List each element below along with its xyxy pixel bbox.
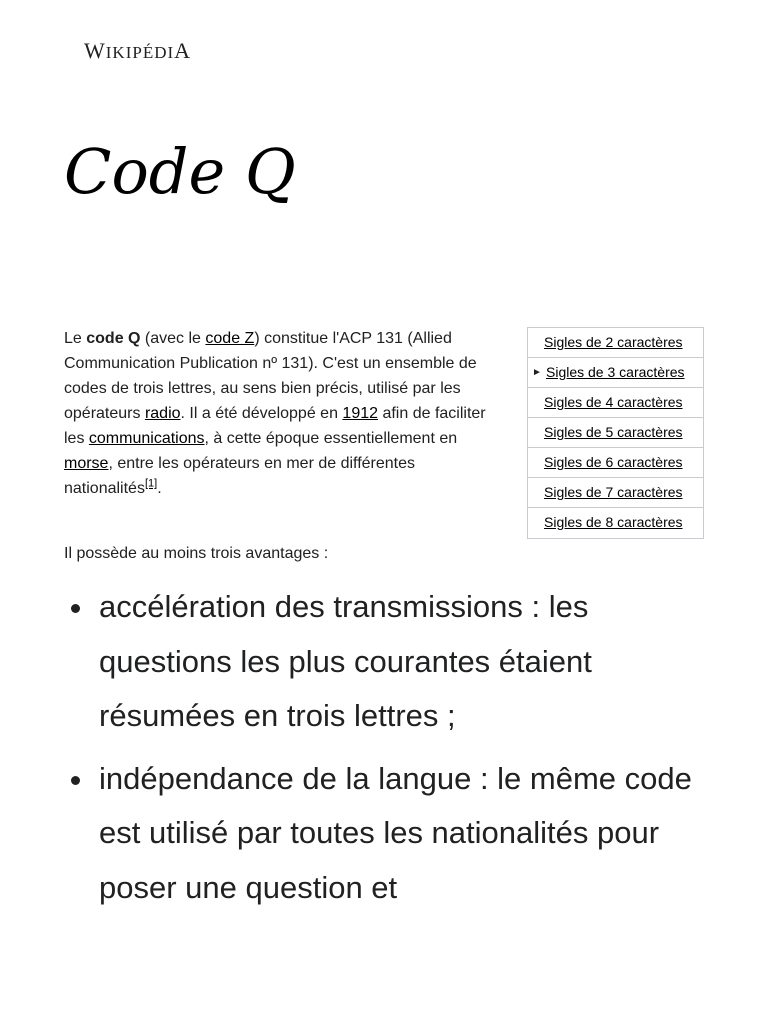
list-item bbox=[64, 580, 714, 744]
intro-text: ) constitue l'ACP 131 (Allied Communication Publication nº 131). C'est un ensemble de codes de trois lettres, au sens bien précis, utilisé par les opérateurs bbox=[64, 330, 477, 422]
intro-paragraph bbox=[64, 326, 494, 501]
link-morse[interactable]: morse bbox=[64, 455, 109, 472]
wikipedia-wordmark[interactable] bbox=[84, 38, 191, 64]
intro-text: afin de faciliter les bbox=[64, 405, 486, 447]
intro-text: , à cette époque essentiellement en bbox=[204, 430, 458, 447]
intro-text: . Il a été développé en bbox=[180, 405, 343, 422]
nav-item bbox=[528, 328, 703, 358]
nav-link-6-chars[interactable]: Sigles de 6 caractères bbox=[544, 454, 683, 470]
nav-link-8-chars[interactable]: Sigles de 8 caractères bbox=[544, 514, 683, 530]
nav-item bbox=[528, 388, 703, 418]
reference-link[interactable]: [1] bbox=[144, 477, 158, 490]
advantages-list bbox=[64, 580, 714, 923]
advantages-intro: Il possède au moins trois avantages : bbox=[64, 545, 329, 562]
nav-link-7-chars[interactable]: Sigles de 7 caractères bbox=[544, 484, 683, 500]
intro-text: (avec le bbox=[140, 330, 206, 347]
page-title: Code Q bbox=[64, 135, 296, 208]
nav-item bbox=[528, 478, 703, 508]
intro-text: Le bbox=[64, 330, 87, 347]
link-communications[interactable]: communications bbox=[88, 430, 205, 447]
link-code-z[interactable]: code Z bbox=[205, 330, 255, 347]
nav-link-4-chars[interactable]: Sigles de 4 caractères bbox=[544, 394, 683, 410]
nav-link-5-chars[interactable]: Sigles de 5 caractères bbox=[544, 424, 683, 440]
nav-item-current bbox=[528, 358, 703, 388]
wordmark-middle: IKIPÉDI bbox=[105, 43, 175, 62]
nav-item bbox=[528, 448, 703, 478]
intro-text: , entre les opérateurs en mer de différentes nationalités bbox=[64, 455, 415, 497]
list-item-text: accélération des transmissions : les questions les plus courantes étaient résumées en trois lettres ; bbox=[99, 589, 592, 733]
link-1912[interactable]: 1912 bbox=[342, 405, 379, 422]
list-item-text: indépendance de la langue : le même code est utilisé par toutes les nationalités pour poser une question et bbox=[99, 760, 692, 905]
nav-item bbox=[528, 418, 703, 448]
acronym-navigation-box bbox=[527, 327, 704, 539]
intro-bold-term: code Q bbox=[86, 330, 141, 347]
nav-link-2-chars[interactable]: Sigles de 2 caractères bbox=[544, 334, 683, 350]
wordmark-final: A bbox=[174, 38, 192, 63]
nav-item bbox=[528, 508, 703, 538]
bullet-dot-icon bbox=[71, 604, 80, 613]
bullet-dot-icon bbox=[71, 776, 80, 785]
intro-text: . bbox=[157, 480, 162, 497]
current-arrow-icon: ► bbox=[532, 367, 542, 378]
wordmark-initial: W bbox=[84, 38, 106, 63]
list-item bbox=[64, 752, 714, 916]
nav-link-3-chars[interactable]: Sigles de 3 caractères bbox=[546, 364, 685, 380]
link-radio[interactable]: radio bbox=[144, 405, 181, 422]
